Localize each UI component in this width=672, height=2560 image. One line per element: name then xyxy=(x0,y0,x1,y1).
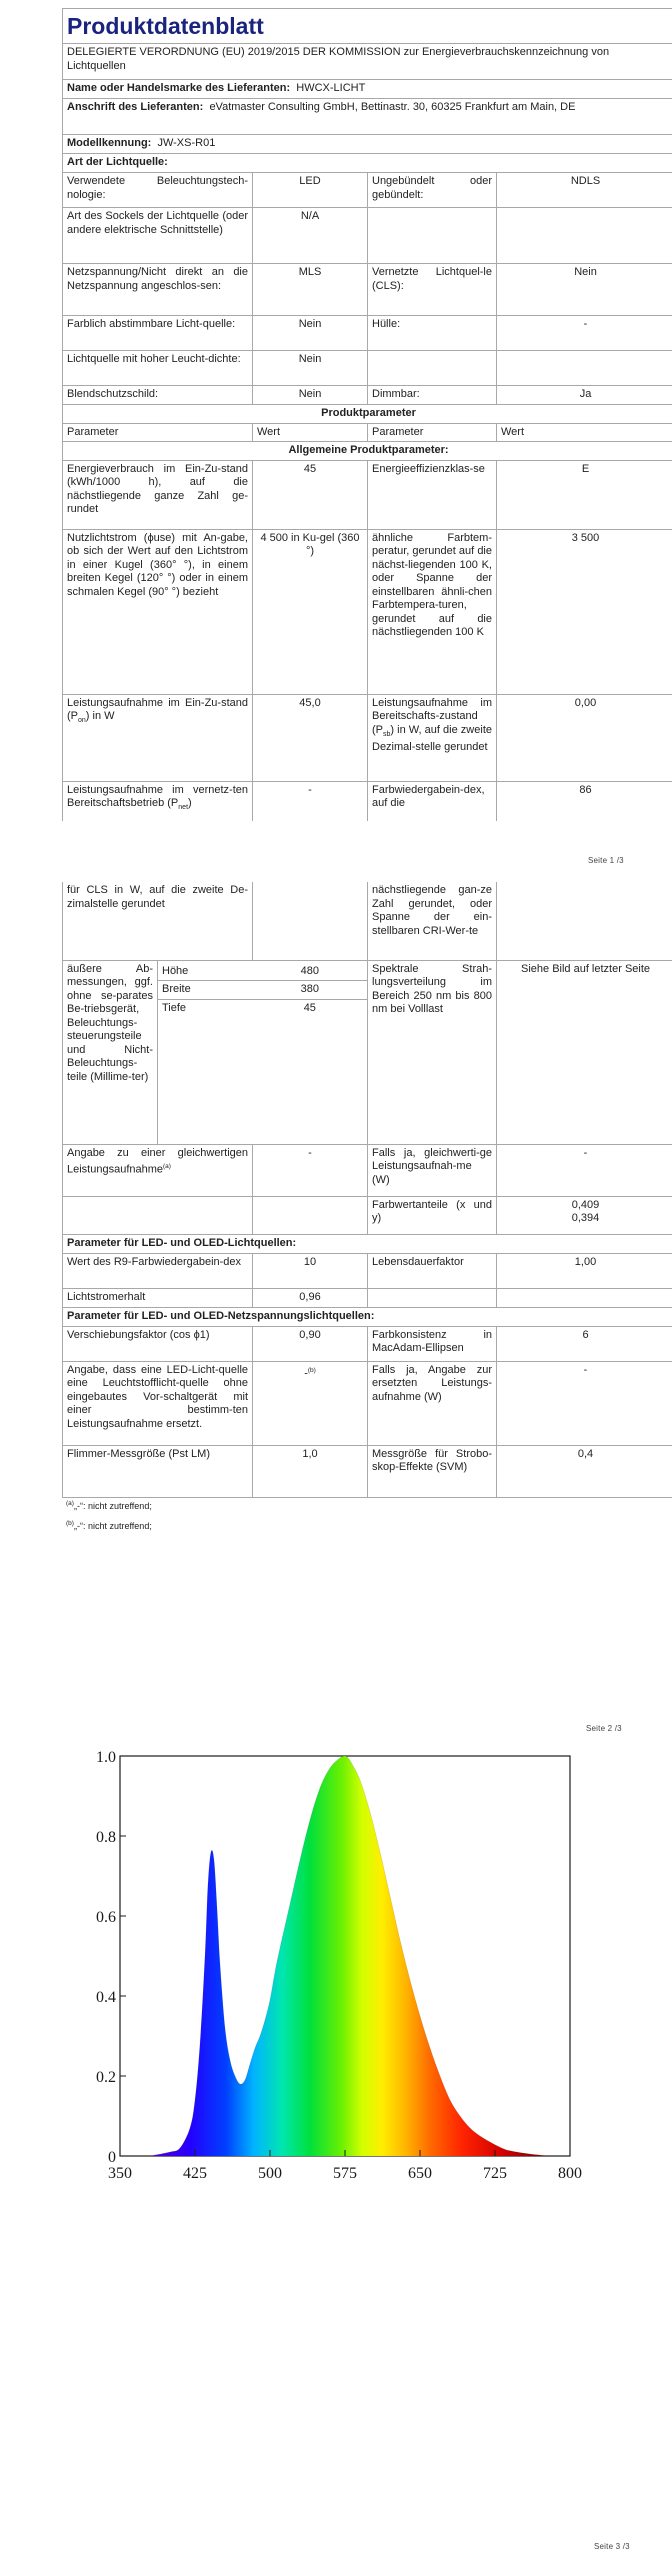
footnote-b: $^{(b)}$„-“: nicht zutreffend; xyxy=(66,1520,152,1531)
y-tick-label: 0 xyxy=(108,2149,116,2166)
model-value: JW-XS-R01 xyxy=(157,137,216,149)
r9-value: 10 xyxy=(253,1253,368,1288)
fluorescent-replacement-label: Angabe, dass eine LED-Licht-quelle eine Leuchtstofflicht-quelle ohne eingebautes Vor-schaltgerät mit einer bestimm-ten Leistungsaufnahme ersetzt. xyxy=(63,1361,253,1445)
networked-standby-value: - xyxy=(253,781,368,821)
x-tick-label: 350 xyxy=(108,2165,132,2182)
chromaticity-label: Farbwertanteile (x und y) xyxy=(368,1196,497,1234)
product-data-sheet-page-1 xyxy=(62,8,672,821)
technology-value: LED xyxy=(253,173,368,208)
flicker-label: Flimmer-Messgröße (Pst LM) xyxy=(63,1445,253,1497)
mains-label: Netzspannung/Nicht direkt an die Netzspannung angeschlos-sen: xyxy=(63,264,253,316)
survival-factor-label: Lebensdauerfaktor xyxy=(368,1253,497,1288)
cap-type-label: Art des Sockels der Lichtquelle (oder andere elektrische Schnittstelle) xyxy=(63,208,253,264)
dimension-height-label: Höhe xyxy=(158,963,253,981)
replaced-power-label: Falls ja, Angabe zur ersetzten Leistungs-aufnahme (W) xyxy=(368,1361,497,1445)
networked-standby-label: Leistungsaufnahme im vernetz-ten Bereitschaftsbetrieb $(P_{net})$ xyxy=(63,781,253,821)
regulation-reference: DELEGIERTE VERORDNUNG (EU) 2019/2015 DER KOMMISSION zur Energieverbrauchskennzeichnung von Lichtquellen xyxy=(63,44,672,80)
x-tick-label: 800 xyxy=(558,2165,582,2182)
y-tick-label: 1.0 xyxy=(96,1749,116,1766)
envelope-value: - xyxy=(497,316,672,351)
useful-flux-value: 4 500 in Ku-gel (360 °) xyxy=(253,529,368,694)
tunable-label: Farblich abstimmbare Licht-quelle: xyxy=(63,316,253,351)
dimensions-block xyxy=(158,960,368,1144)
section-led-oled-mains: Parameter für LED- und OLED-Netzspannungslichtquellen: xyxy=(63,1307,672,1326)
cri-label-continued: nächstliegende gan-ze Zahl gerundet, oder Spanne der ein-stellbaren CRI-Wer-te xyxy=(368,882,497,960)
tunable-value: Nein xyxy=(253,316,368,351)
survival-factor-value: 1,00 xyxy=(497,1253,672,1288)
cls-value: Nein xyxy=(497,264,672,316)
dimension-width-label: Breite xyxy=(158,981,253,1000)
dimensions-label: äußere Ab-messungen, ggf. ohne se-parates Be-triebsgerät, Beleuchtungs-steuerungsteile und Nicht-Beleuchtungs-teile (Millime-ter) xyxy=(63,960,158,1144)
macadam-value: 6 xyxy=(497,1326,672,1361)
section-general-parameters: Allgemeine Produktparameter: xyxy=(63,442,672,461)
svm-value: 0,4 xyxy=(497,1445,672,1497)
model-label: Modellkennung: xyxy=(67,137,152,149)
cri-value: 86 xyxy=(497,781,672,821)
networked-standby-label-continued: für CLS in W, auf die zweite De-zimalstelle gerundet xyxy=(63,882,253,960)
nondirectional-value: NDLS xyxy=(497,173,672,208)
energy-consumption-label: Energieverbrauch im Ein-Zu-stand (kWh/1000 h), auf die nächstliegende ganze Zahl ge-rundet xyxy=(63,460,253,529)
equivalent-power-claim-value: - xyxy=(253,1144,368,1196)
y-tick-label: 0.8 xyxy=(96,1829,116,1846)
page-number-2: Seite 2 /3 xyxy=(586,1724,622,1733)
document-title: Produktdatenblatt xyxy=(67,13,264,39)
cls-label: Vernetzte Lichtquel-le (CLS): xyxy=(368,264,497,316)
cri-label: Farbwiedergabein-dex, auf die xyxy=(368,781,497,821)
y-tick-label: 0.2 xyxy=(96,2069,116,2086)
equivalent-power-label: Falls ja, gleichwerti-ge Leistungsaufnah-me (W) xyxy=(368,1144,497,1196)
dimension-width-value: 380 xyxy=(253,981,367,1000)
high-luminance-label: Lichtquelle mit hoher Leucht-dichte: xyxy=(63,351,253,386)
fluorescent-replacement-value: -$^{(b)}$ xyxy=(253,1361,368,1445)
equivalent-power-value: - xyxy=(497,1144,672,1196)
chromaticity-values xyxy=(497,1196,672,1234)
section-light-source-type: Art der Lichtquelle: xyxy=(63,154,672,173)
technology-label: Verwendete Beleuchtungstech-nologie: xyxy=(63,173,253,208)
chromaticity-x: 0,409 xyxy=(571,1198,600,1211)
page-number-3: Seite 3 /3 xyxy=(594,2542,630,2551)
antiglare-value: Nein xyxy=(253,386,368,405)
cct-label: ähnliche Farbtem-peratur, gerundet auf die nächst-liegenden 100 K, oder Spanne der einstellbaren ähnli-chen Farbtempera-turen, gerundet auf die nächstliegenden 100 K xyxy=(368,529,497,694)
envelope-label: Hülle: xyxy=(368,316,497,351)
col-header-parameter: Parameter xyxy=(63,423,253,442)
mains-value: MLS xyxy=(253,264,368,316)
replaced-power-value: - xyxy=(497,1361,672,1445)
on-mode-power-label: Leistungsaufnahme im Ein-Zu-stand $(P_{on})$ in W xyxy=(63,694,253,781)
chromaticity-y: 0,394 xyxy=(571,1212,600,1224)
on-mode-power-value: 45,0 xyxy=(253,694,368,781)
macadam-label: Farbkonsistenz in MacAdam-Ellipsen xyxy=(368,1326,497,1361)
y-axis-ticks xyxy=(96,1749,126,2166)
supplier-address-row xyxy=(63,99,672,135)
spectral-distribution-chart xyxy=(86,1740,616,2200)
standby-power-label: Leistungsaufnahme im Bereitschafts-zustand $(P_{sb})$ in W, auf die zweite Dezimal-stelle gerundet xyxy=(368,694,497,781)
lumen-maintenance-label: Lichtstromerhalt xyxy=(63,1288,253,1307)
nondirectional-label: Ungebündelt oder gebündelt: xyxy=(368,173,497,208)
dimension-depth-label: Tiefe xyxy=(162,1001,187,1014)
product-data-sheet-page-2 xyxy=(62,882,672,1498)
lumen-maintenance-value: 0,96 xyxy=(253,1288,368,1307)
spectral-distribution-value: Siehe Bild auf letzter Seite xyxy=(497,960,672,1144)
x-tick-label: 725 xyxy=(483,2165,507,2182)
page-number-1: Seite 1 /3 xyxy=(588,856,624,865)
x-tick-label: 500 xyxy=(258,2165,282,2182)
dimmable-label: Dimmbar: xyxy=(368,386,497,405)
standby-power-value: 0,00 xyxy=(497,694,672,781)
energy-class-value: E xyxy=(497,460,672,529)
high-luminance-value: Nein xyxy=(253,351,368,386)
col-header-value: Wert xyxy=(253,423,368,442)
power-factor-label: Verschiebungsfaktor (cos ϕ1) xyxy=(63,1326,253,1361)
col-header-parameter-2: Parameter xyxy=(368,423,497,442)
energy-class-label: Energieeffizienzklas-se xyxy=(368,460,497,529)
supplier-address-label: Anschrift des Lieferanten: xyxy=(67,101,204,113)
trademark-value: HWCX-LICHT xyxy=(296,82,366,94)
antiglare-label: Blendschutzschild: xyxy=(63,386,253,405)
dimension-height-value: 480 xyxy=(253,963,367,981)
footnote-a: $^{(a)}$„-“: nicht zutreffend; xyxy=(66,1500,152,1511)
y-tick-label: 0.4 xyxy=(96,1989,116,2006)
spectral-distribution-label: Spektrale Strah-lungsverteilung im Bereich 250 nm bis 800 nm bei Volllast xyxy=(368,960,497,1144)
cap-type-value: N/A xyxy=(253,208,368,264)
col-header-value-2: Wert xyxy=(497,423,672,442)
dimmable-value: Ja xyxy=(497,386,672,405)
section-product-parameters: Produktparameter xyxy=(63,405,672,424)
power-factor-value: 0,90 xyxy=(253,1326,368,1361)
r9-label: Wert des R9-Farbwiedergabein-dex xyxy=(63,1253,253,1288)
section-led-oled: Parameter für LED- und OLED-Lichtquellen: xyxy=(63,1234,672,1253)
useful-flux-label: Nutzlichtstrom (ϕuse) mit An-gabe, ob sich der Wert auf den Lichtstrom in einer Kugel (360° °), in einem breiten Kegel (120° °) oder in einem schmalen Kegel (90° °) bezieht xyxy=(63,529,253,694)
x-tick-label: 575 xyxy=(333,2165,357,2182)
dimension-depth-value: 45 xyxy=(303,1001,316,1014)
flicker-value: 1,0 xyxy=(253,1445,368,1497)
supplier-address-value: eVatmaster Consulting GmbH, Bettinastr. 30, 60325 Frankfurt am Main, DE xyxy=(209,101,576,113)
spectrum-area-series xyxy=(150,1756,550,2156)
trademark-label: Name oder Handelsmarke des Lieferanten: xyxy=(67,82,291,94)
trademark-row xyxy=(63,80,672,99)
svm-label: Messgröße für Strobo-skop-Effekte (SVM) xyxy=(368,1445,497,1497)
model-row xyxy=(63,135,672,154)
x-tick-label: 650 xyxy=(408,2165,432,2182)
equivalent-power-claim-label: Angabe zu einer gleichwertigen Leistungsaufnahme$^{(a)}$ xyxy=(63,1144,253,1196)
energy-consumption-value: 45 xyxy=(253,460,368,529)
x-tick-label: 425 xyxy=(183,2165,207,2182)
cct-value: 3 500 xyxy=(497,529,672,694)
y-tick-label: 0.6 xyxy=(96,1909,116,1926)
